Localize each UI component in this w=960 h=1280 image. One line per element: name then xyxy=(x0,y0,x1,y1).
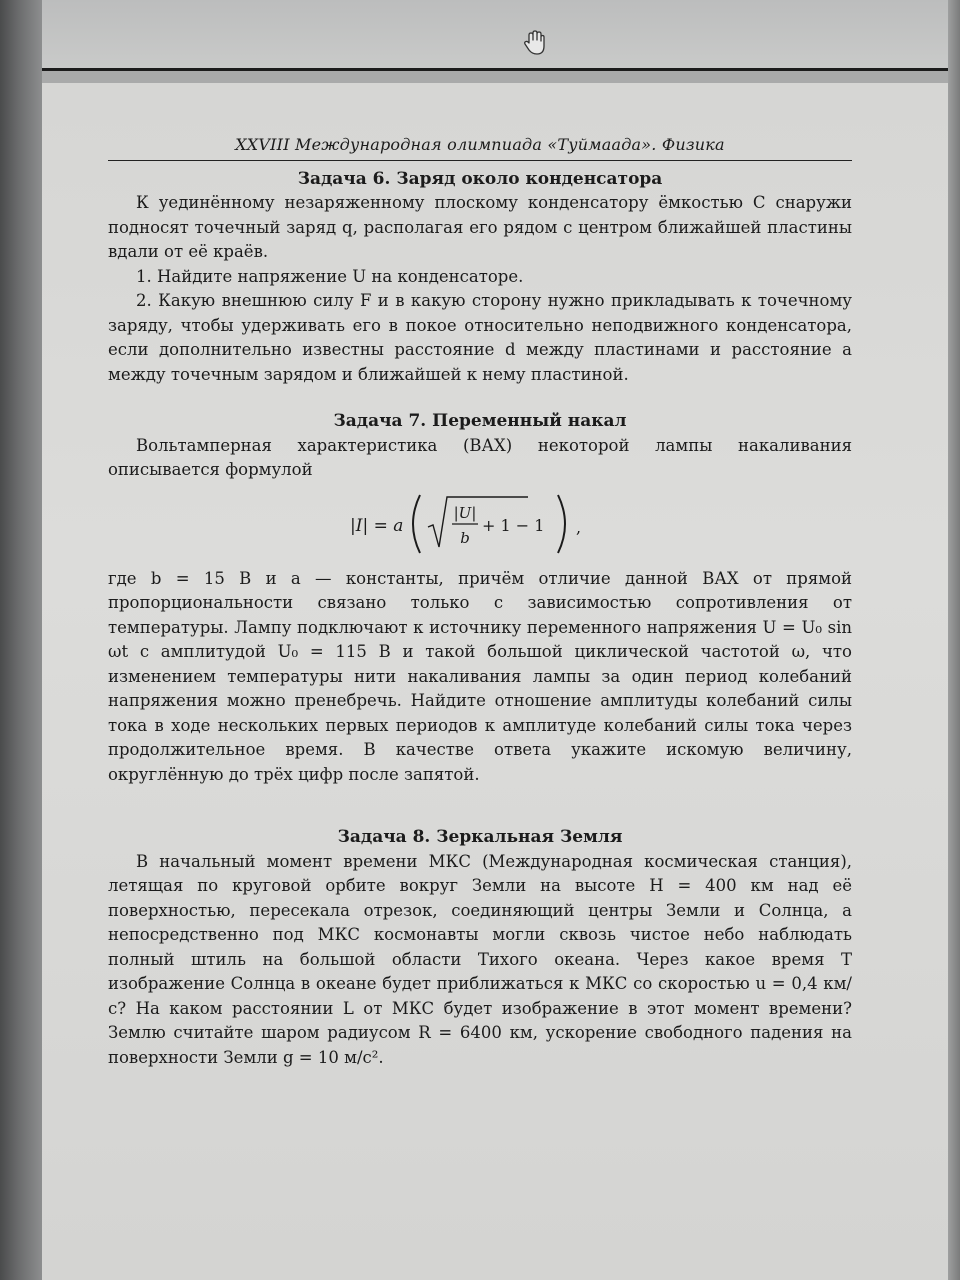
formula-tail: + 1 − 1 xyxy=(482,515,545,535)
task7-title: Задача 7. Переменный накал xyxy=(333,411,627,431)
iv-formula xyxy=(108,491,852,557)
page-content xyxy=(108,133,852,1070)
task6-title: Задача 6. Заряд около конденсатора xyxy=(297,168,663,189)
previous-page-edge xyxy=(42,0,948,71)
task7-intro: Вольтамперная характеристика (ВАХ) некоторой лампы накаливания описывается формулой xyxy=(108,435,852,479)
formula-graphic xyxy=(350,491,610,557)
formula-denominator: b xyxy=(460,528,470,547)
formula-numerator: |U| xyxy=(453,503,477,522)
task6-intro: К уединённому незаряженному плоскому конденсатору ёмкостью C снаружи подносят точечный заряд q, располагая его рядом с центром ближайшей пластины вдали от её краёв. xyxy=(108,193,852,261)
task6-question2: 2. Какую внешнюю силу F и в какую сторону нужно прикладывать к точечному заряду, чтобы удерживать его в покое относительно неподвижного конденсатора, если дополнительно известны расстояние d между пластинами и расстояние a между точечным зарядом и ближайшей к нему пластиной. xyxy=(108,291,852,384)
monitor-edge xyxy=(948,0,960,1280)
page-gap xyxy=(42,71,948,83)
task7-body: где b = 15 В и a — константы, причём отличие данной ВАХ от прямой пропорциональности связано только с зависимостью сопротивления от температуры. Лампу подключают к источнику переменного напряжения U = U₀ sin ωt с амплитудой U₀ = 115 В и такой большой циклической частотой ω, что изменением температуры нити накаливания лампы за один период колебаний напряжения можно пренебречь. Найдите отношение амплитуды колебаний силы тока в ходе нескольких первых периодов к амплитуде колебаний силы тока через продолжительное время. В качестве ответа укажите искомую величину, округлённую до трёх цифр после запятой. xyxy=(108,568,852,784)
formula-lhs: |I| = a xyxy=(350,515,404,536)
task8-body: В начальный момент времени МКС (Международная космическая станция), летящая по круговой орбите вокруг Земли на высоте H = 400 км над её поверхностью, пересекала отрезок, соединяющий центры Земли и Солнца, а непосредственно под МКС космонавты могли сквозь чистое небо наблюдать полный штиль на большой области Тихого океана. Через какое время T изображение Солнца в океане будет приближаться к МКС со скоростью u = 0,4 км/с? На каком расстоянии L от МКС будет изображение в этот момент времени? Землю считайте шаром радиусом R = 6400 км, ускорение свободного падения на поверхности Земли g = 10 м/с². xyxy=(108,851,852,1067)
left-paren xyxy=(413,495,420,553)
task6-question1: 1. Найдите напряжение U на конденсаторе. xyxy=(136,266,524,286)
document-page xyxy=(42,83,948,1280)
task8-title: Задача 8. Зеркальная Земля xyxy=(337,827,623,847)
hand-cursor-icon xyxy=(520,28,550,58)
right-paren xyxy=(558,495,565,553)
formula-end: , xyxy=(576,517,582,537)
running-header: XXVIII Международная олимпиада «Туймаада». Физика xyxy=(108,133,852,161)
